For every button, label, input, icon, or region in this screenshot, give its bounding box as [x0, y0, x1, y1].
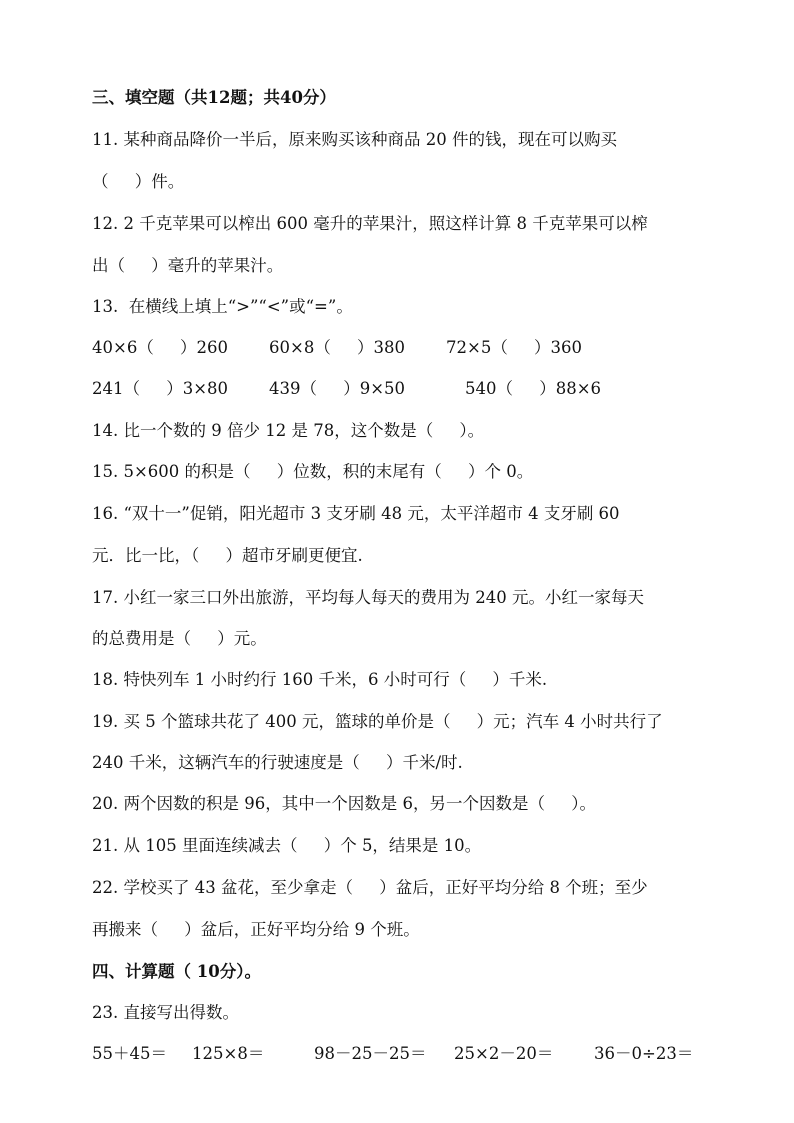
question-11-line-2: （ ）件。 — [92, 172, 185, 191]
comparison-item: 60×8（ ）380 — [269, 338, 406, 357]
calculation-item: 55＋45＝ — [92, 1044, 167, 1063]
question-16-line-1: 16. “双十一”促销，阳光超市 3 支牙刷 48 元，太平洋超市 4 支牙刷 60 — [92, 504, 620, 523]
question-22-line-1: 22. 学校买了 43 盆花，至少拿走（ ）盆后，正好平均分给 8 个班；至少 — [92, 878, 648, 897]
question-19-line-1: 19. 买 5 个篮球共花了 400 元，篮球的单价是（ ）元；汽车 4 小时共行了 — [92, 712, 663, 731]
calculation-item: 125×8＝ — [192, 1044, 265, 1063]
calculation-item: 36－0÷23＝ — [594, 1044, 694, 1063]
question-22-line-2: 再搬来（ ）盆后，正好平均分给 9 个班。 — [92, 920, 420, 939]
calculation-item: 98－25－25＝ — [314, 1044, 427, 1063]
question-14: 14. 比一个数的 9 倍少 12 是 78，这个数是（ ）。 — [92, 421, 485, 440]
section-4-heading: 四、计算题（ 10分）。 — [92, 962, 261, 981]
question-13-row-2 — [92, 377, 732, 401]
question-13-line-1: 13. 在横线上填上“>”“<”或“=”。 — [92, 297, 353, 316]
question-17-line-1: 17. 小红一家三口外出旅游，平均每人每天的费用为 240 元。小红一家每天 — [92, 588, 644, 607]
calculation-row — [92, 1042, 732, 1066]
section-3-heading: 三、填空题（共12题；共40分） — [92, 88, 336, 107]
question-18: 18. 特快列车 1 小时约行 160 千米，6 小时可行（ ）千米. — [92, 670, 548, 689]
question-12-line-1: 12. 2 千克苹果可以榨出 600 毫升的苹果汁，照这样计算 8 千克苹果可以榨 — [92, 214, 648, 233]
comparison-item: 241（ ）3×80 — [92, 379, 229, 398]
calculation-item: 25×2－20＝ — [454, 1044, 554, 1063]
comparison-item: 540（ ）88×6 — [465, 379, 602, 398]
comparison-item: 439（ ）9×50 — [269, 379, 406, 398]
question-19-line-2: 240 千米，这辆汽车的行驶速度是（ ）千米/时. — [92, 753, 463, 772]
question-11-line-1: 11. 某种商品降价一半后，原来购买该种商品 20 件的钱，现在可以购买 — [92, 130, 617, 149]
comparison-item: 40×6（ ）260 — [92, 338, 229, 357]
question-15: 15. 5×600 的积是（ ）位数，积的末尾有（ ）个 0。 — [92, 462, 534, 481]
question-20: 20. 两个因数的积是 96，其中一个因数是 6，另一个因数是（ ）。 — [92, 794, 596, 813]
question-12-line-2: 出（ ）毫升的苹果汁。 — [92, 256, 284, 275]
question-16-line-2: 元．比一比，（ ）超市牙刷更便宜. — [92, 546, 363, 565]
question-21: 21. 从 105 里面连续减去（ ）个 5，结果是 10。 — [92, 836, 482, 855]
comparison-item: 72×5（ ）360 — [446, 338, 583, 357]
question-23: 23. 直接写出得数。 — [92, 1003, 239, 1022]
question-13-row-1 — [92, 336, 732, 360]
question-17-line-2: 的总费用是（ ）元。 — [92, 629, 267, 648]
